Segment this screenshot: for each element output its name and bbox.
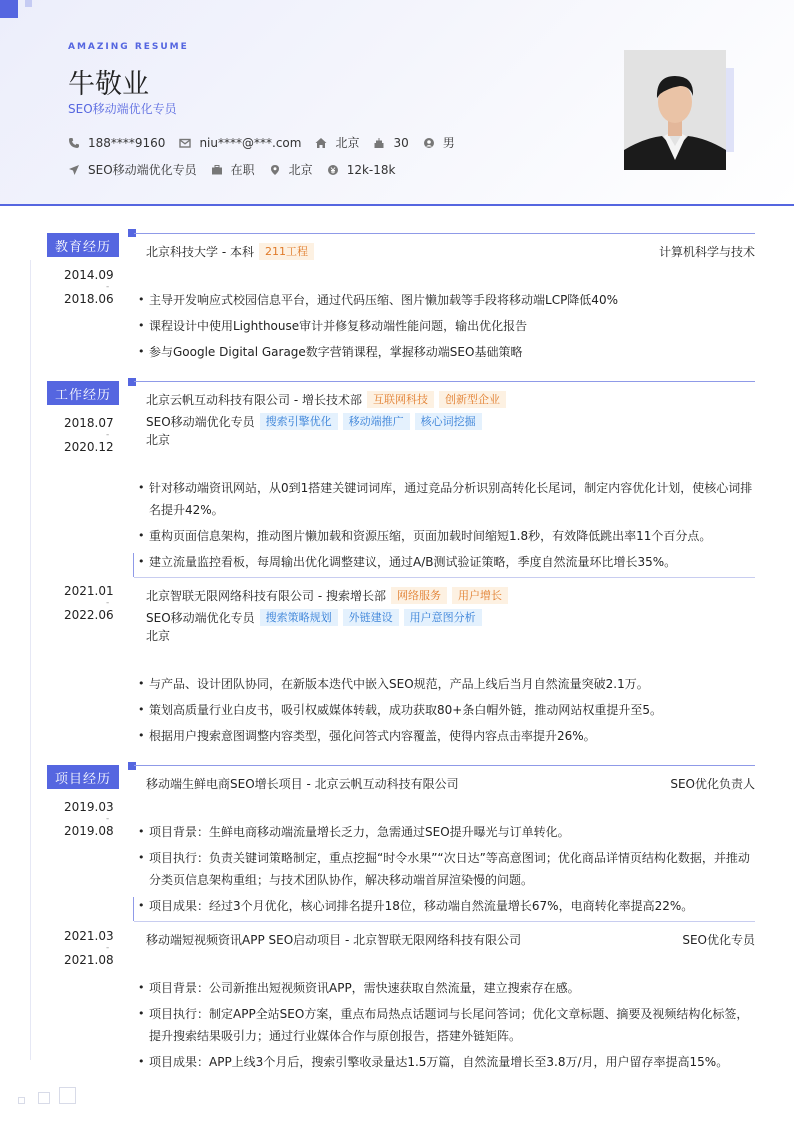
bullet-item: • 重构页面信息架构，推动图片懒加载和资源压缩，页面加载时间缩短1.8秒，有效降低跳出率11个百分点。 (138, 525, 755, 547)
date-separator: - (106, 814, 110, 824)
project-title: 移动端短视频资讯APP SEO启动项目 - 北京智联无限网络科技有限公司 (146, 933, 522, 947)
avatar (624, 50, 726, 170)
project-section-title: 项目经历 (47, 765, 119, 789)
company-name: 北京云帆互动科技有限公司 - 增长技术部 (146, 393, 362, 407)
bullet-item: • 针对移动端资讯网站，从0到1搭建关键词词库，通过竞品分析识别高转化长尾词，制定内容优化计划，使核心词排名提升42%。 (138, 477, 755, 521)
project-role: SEO优化专员 (682, 933, 755, 947)
home-icon (315, 137, 327, 149)
entry-connector (133, 897, 134, 921)
candidate-name: 牛敬业 (68, 69, 149, 100)
education-section-title: 教育经历 (47, 233, 119, 257)
footer-decoration (18, 1097, 25, 1104)
location-pin-icon (269, 164, 281, 176)
section-divider (134, 233, 755, 234)
email-info (179, 136, 301, 150)
education-entry-header (146, 243, 314, 260)
hometown-text: 北京 (335, 136, 360, 150)
work-location: 北京 (146, 629, 171, 643)
bullet-item: • 参与Google Digital Garage数字营销课程，掌握移动端SEO基础策略 (138, 341, 755, 363)
skill-tag: 移动端推广 (343, 413, 410, 430)
school-tag: 211工程 (259, 243, 314, 260)
age-info (373, 136, 408, 150)
skill-tag: 核心词挖掘 (415, 413, 482, 430)
start-date: 2021.03 (64, 929, 114, 943)
cake-icon (373, 137, 385, 149)
bullet-item: • 策划高质量行业白皮书，吸引权威媒体转载，成功获取80+条白帽外链，推动网站权重提升至5。 (138, 699, 755, 721)
work-entry-header (146, 587, 508, 604)
briefcase-icon (211, 164, 223, 176)
bullet-item: • 项目背景：公司新推出短视频资讯APP，需快速获取自然流量，建立搜索存在感。 (138, 977, 755, 999)
entry-divider (134, 577, 755, 578)
bullet-item: • 项目成果：APP上线3个月后，搜索引擎收录量达1.5万篇，自然流量增长至3.8万/月，用户留存率提高15%。 (138, 1051, 755, 1073)
work-entry-header (146, 391, 506, 408)
section-marker (128, 378, 136, 386)
company-tag: 互联网科技 (367, 391, 434, 408)
money-icon (327, 164, 339, 176)
start-date: 2014.09 (64, 268, 114, 282)
avatar-portrait (624, 50, 726, 170)
work-position-row (146, 413, 482, 430)
skill-tag: 搜索引擎优化 (260, 413, 338, 430)
bullet-item: • 主导开发响应式校园信息平台，通过代码压缩、图片懒加载等手段将移动端LCP降低40% (138, 289, 755, 311)
footer-decoration (38, 1092, 50, 1104)
intent-city-text: 北京 (288, 163, 313, 177)
intent-position-info (68, 161, 197, 178)
end-date: 2018.06 (64, 292, 114, 306)
bullet-item: • 根据用户搜索意图调整内容类型，强化问答式内容覆盖，使得内容点击率提升26%。 (138, 725, 755, 747)
date-separator: - (106, 282, 110, 292)
gender-text: 男 (442, 136, 455, 150)
resume-tagline: AMAZING RESUME (68, 42, 189, 52)
intent-city-info (269, 161, 313, 178)
project-entry-header (146, 931, 521, 948)
end-date: 2021.08 (64, 953, 114, 967)
bullet-item: • 建立流量监控看板，每周输出优化调整建议，通过A/B测试验证策略，季度自然流量环比增长35%。 (138, 551, 755, 573)
mail-icon (179, 137, 191, 149)
send-icon (68, 164, 80, 176)
skill-tag: 搜索策略规划 (260, 609, 338, 626)
phone-icon (68, 137, 80, 149)
left-timeline (30, 260, 31, 1060)
contact-info-row (68, 134, 469, 151)
gender-icon (423, 137, 435, 149)
bullet-item: • 项目成果：经过3个月优化，核心词排名提升18位，移动端自然流量增长67%，电商转化率提高22%。 (138, 895, 755, 917)
end-date: 2019.08 (64, 824, 114, 838)
salary-info (327, 163, 396, 177)
corner-decoration-small (25, 0, 32, 7)
date-separator: - (106, 598, 110, 608)
bullet-item: • 项目执行：负责关键词策略制定，重点挖掘“时令水果”“次日达”等高意图词；优化商品详情页结构化数据，并推动分类页信息架构重组；与技术团队协作，解决移动端首屏渲染慢的问题。 (138, 847, 755, 891)
age-text: 30 (393, 135, 409, 150)
company-tag: 网络服务 (391, 587, 447, 604)
candidate-title: SEO移动端优化专员 (68, 102, 177, 116)
end-date: 2020.12 (64, 440, 114, 454)
section-divider (134, 381, 755, 382)
section-divider (134, 765, 755, 766)
position-name: SEO移动端优化专员 (146, 611, 255, 625)
company-tag: 用户增长 (452, 587, 508, 604)
school-name: 北京科技大学 - 本科 (146, 245, 254, 259)
bullet-item: • 课程设计中使用Lighthouse审计并修复移动端性能问题，输出优化报告 (138, 315, 755, 337)
bullet-item: • 项目背景：生鲜电商移动端流量增长乏力，急需通过SEO提升曝光与订单转化。 (138, 821, 755, 843)
phone-info (68, 136, 165, 150)
end-date: 2022.06 (64, 608, 114, 622)
company-tag: 创新型企业 (439, 391, 506, 408)
skill-tag: 外链建设 (343, 609, 399, 626)
entry-connector (133, 553, 134, 577)
phone-text: 188****9160 (88, 135, 166, 150)
footer-decoration (59, 1087, 76, 1104)
job-intent-row (68, 161, 409, 178)
corner-decoration (0, 0, 18, 18)
entry-divider (134, 921, 755, 922)
salary-text: 12k-18k (346, 162, 396, 177)
start-date: 2021.01 (64, 584, 114, 598)
work-position-row (146, 609, 482, 626)
project-role: SEO优化负责人 (670, 777, 755, 791)
bullet-item: • 与产品、设计团队协同，在新版本迭代中嵌入SEO规范，产品上线后当月自然流量突破2.1万。 (138, 673, 755, 695)
bullet-item: • 项目执行：制定APP全站SEO方案，重点布局热点话题词与长尾问答词；优化文章标题、摘要及视频结构化标签，提升搜索结果吸引力；通过行业媒体合作与原创报告，搭建外链矩阵。 (138, 1003, 755, 1047)
gender-info (423, 134, 455, 151)
project-entry-header (146, 775, 459, 792)
project-title: 移动端生鲜电商SEO增长项目 - 北京云帆互动科技有限公司 (146, 777, 459, 791)
section-marker (128, 762, 136, 770)
skill-tag: 用户意图分析 (404, 609, 482, 626)
job-status-text: 在职 (230, 163, 255, 177)
job-status-info (211, 161, 255, 178)
date-separator: - (106, 943, 110, 953)
intent-position-text: SEO移动端优化专员 (88, 163, 197, 177)
work-location: 北京 (146, 433, 171, 447)
hometown-info (315, 134, 359, 151)
start-date: 2019.03 (64, 800, 114, 814)
company-name: 北京智联无限网络科技有限公司 - 搜索增长部 (146, 589, 386, 603)
position-name: SEO移动端优化专员 (146, 415, 255, 429)
date-separator: - (106, 430, 110, 440)
email-text: niu****@***.com (199, 135, 302, 150)
start-date: 2018.07 (64, 416, 114, 430)
work-section-title: 工作经历 (47, 381, 119, 405)
major: 计算机科学与技术 (658, 245, 755, 259)
